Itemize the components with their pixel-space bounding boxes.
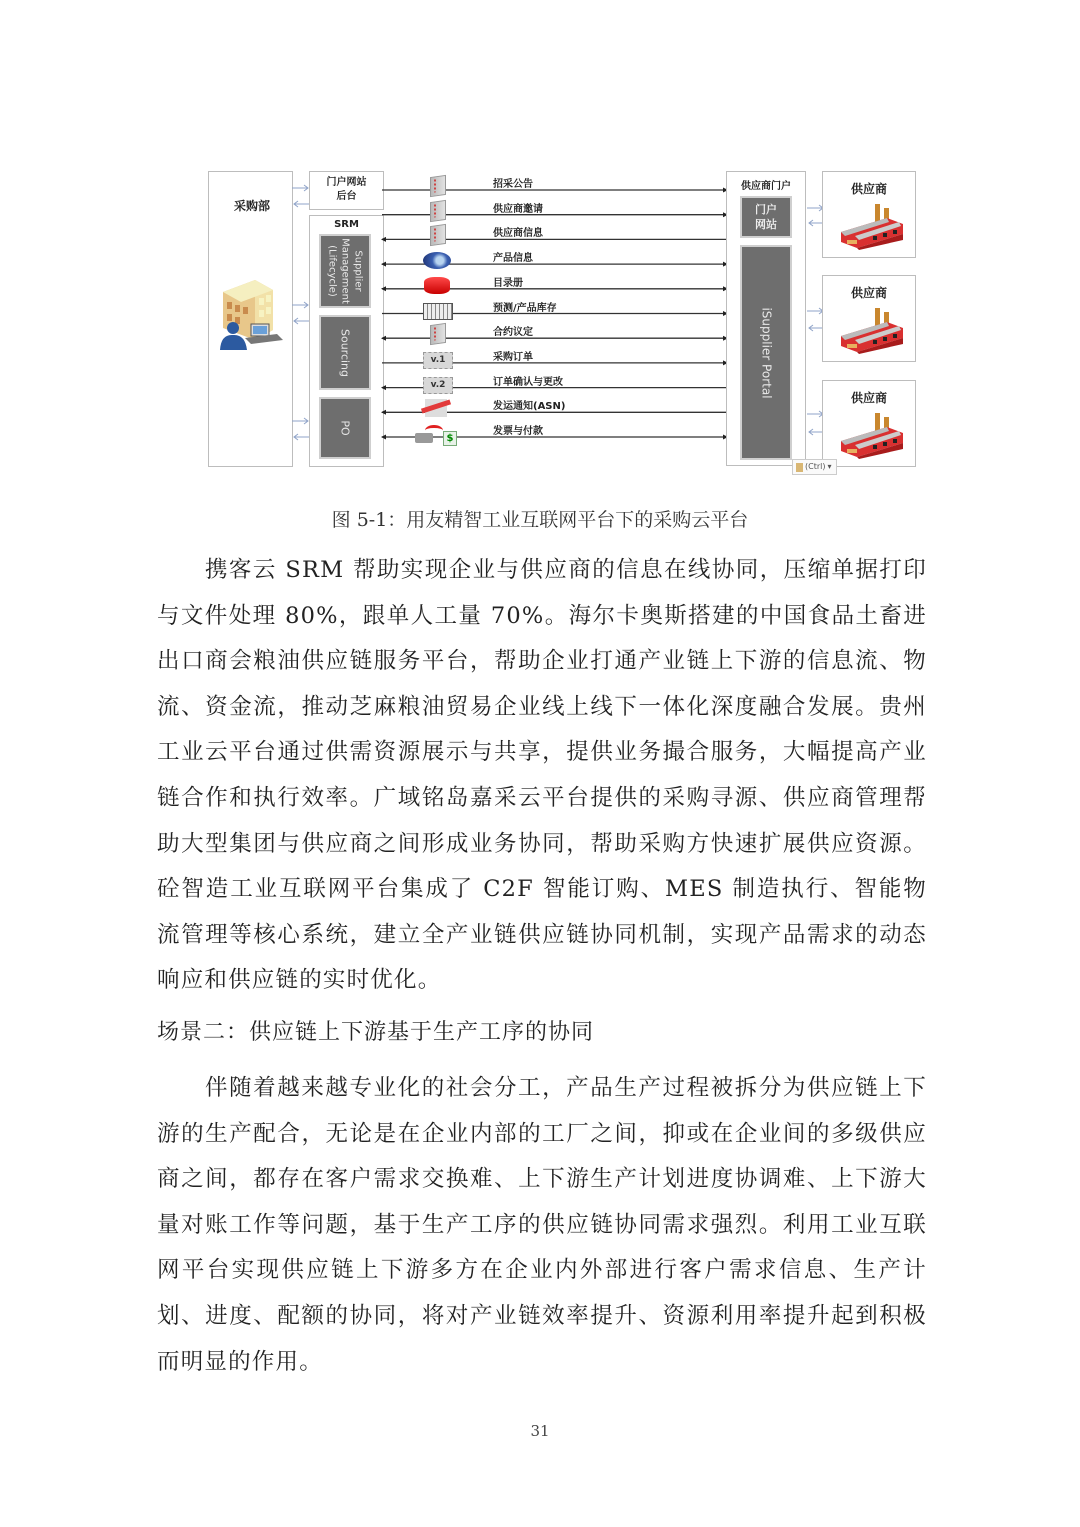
version-tag: v.1 [430,354,446,365]
arrowhead [381,410,386,415]
supplier-box [822,380,916,467]
document-icon [430,175,446,197]
srm-module-sourcing: Sourcing [319,315,371,390]
factory-icon [837,411,907,459]
paste-options-badge[interactable] [792,459,837,475]
flow-label: 采购订单 [493,351,533,363]
isupplier-portal-module: iSupplier Portal [740,245,792,460]
body-paragraph: 伴随着越来越专业化的社会分工，产品生产过程被拆分为供应链上下游的生产配合，无论是在企业内部的工厂之间，抑或在企业间的多级供应商之间，都存在客户需求交换难、上下游生产计划进度协调难、上下游大量对账工作等问题，基于生产工序的供应链协同需求强烈。利用工业互联网平台实现供应链上下游多方在企业内外部进行客户需求信息、生产计划、进度、配额的协同，将对产业链效率提升、资源利用率提升起到积极而明显的作用。 [157,1075,927,1375]
section-heading: 场景二：供应链上下游基于生产工序的协同 [157,1020,595,1045]
procurement-cloud-diagram [0,0,1080,490]
flow-label: 发运通知(ASN) [493,401,566,413]
factory-icon [837,202,907,250]
supplier-label: 供应商 [850,286,887,300]
supplier-portal-box [726,171,806,466]
arrowhead [381,262,386,267]
document-icon [430,224,446,246]
chevron-down-icon: ▾ [827,462,832,471]
document-icon [430,323,446,345]
supplier-box [822,275,916,362]
document-icon [430,200,446,222]
page-number: 31 [530,1422,550,1440]
figure-caption: 图 5-1：用友精智工业互联网平台下的采购云平台 [331,509,749,531]
body-paragraph: 携客云 SRM 帮助实现企业与供应商的信息在线协同，压缩单据打印与文件处理 80%，跟单人工量 70%。海尔卡奥斯搭建的中国食品土畜进出口商会粮油供应链服务平台，帮助企业打通产业链上下游的信息流、物流、资金流，推动芝麻粮油贸易企业线上线下一体化深度融合发展。贵州工业云平台通过供需资源展示与共享，提供业务撮合服务，大幅提高产业链合作和执行效率。广域铭岛嘉采云平台提供的采购寻源、供应商管理帮助大型集团与供应商之间形成业务协同，帮助采购方快速扩展供应资源。砼智造工业互联网平台集成了 C2F 智能订购、MES 制造执行、智能物流管理等核心系统，建立全产业链供应链协同机制，实现产品需求的动态响应和供应链的实时优化。 [157,557,927,994]
payment-icon [415,425,459,445]
spreadsheet-icon [423,303,453,320]
flow-label: 供应商信息 [493,228,543,240]
factory-icon [837,306,907,354]
shipping-icon [425,399,447,417]
srm-title: SRM [334,219,359,230]
curved-arrow-icon [425,425,443,436]
purchasing-dept-label: 采购部 [234,199,271,213]
flow-label: 产品信息 [493,253,533,265]
flow-label: 合约议定 [493,327,533,339]
srm-box [309,215,384,467]
arrowhead [381,286,386,291]
office-building-icon [215,272,287,352]
portal-backend-box [309,171,384,210]
arrowhead [381,336,386,341]
disc-icon [423,252,451,269]
flow-label: 目录册 [493,277,523,289]
supplier-label: 供应商 [850,182,887,196]
flow-label: 供应商邀请 [493,203,543,215]
portal-site-module: 门户 网站 [740,196,792,238]
supplier-label: 供应商 [850,391,887,405]
supplier-box [822,171,916,258]
portal-backend-label: 门户网站 后台 [326,177,367,202]
flow-label: 招采公告 [493,179,533,190]
srm-module-supplier-management: Supplier Management (Lifecycle) [319,234,371,308]
dollar-icon: $ [443,431,457,446]
srm-module-po: PO [319,397,371,459]
supplier-portal-title: 供应商门户 [741,181,791,192]
purchasing-dept-box [208,171,293,467]
version-icon [423,352,453,369]
arrowhead [381,237,386,242]
version-icon [423,377,453,394]
paste-badge-label: (Ctrl) [805,462,826,471]
version-tag: v.2 [430,379,446,390]
database-icon [424,277,450,294]
flow-label: 订单确认与更改 [493,376,563,388]
clipboard-icon [796,463,803,472]
arrowhead [381,385,386,390]
flow-label: 发票与付款 [493,426,543,437]
arrowhead [381,435,386,440]
flow-label: 预测/产品库存 [493,302,557,314]
shipping-label-band [421,400,451,414]
